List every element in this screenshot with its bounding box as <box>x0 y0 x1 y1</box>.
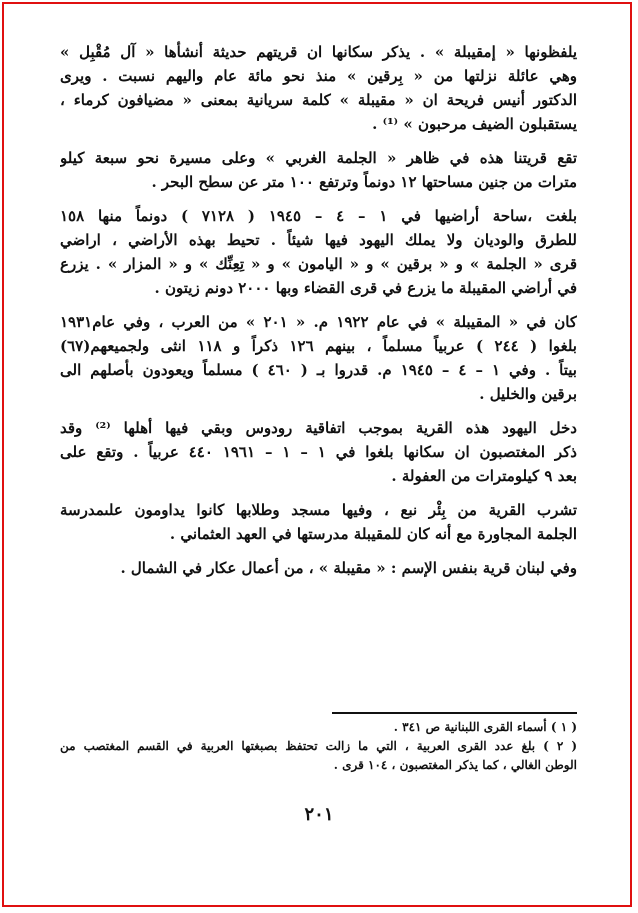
footnotes <box>60 718 577 775</box>
text-line: كان في « المقيبلة » في عام ١٩٢٢ م. « ٢٠١ » من العرب ، وفي عام١٩٣١ <box>60 313 577 331</box>
text-line: برقين والخليل . <box>479 385 577 403</box>
text-line: تقع قريتنا هذه في ظاهر « الجلمة الغربي » وعلى مسيرة نحو سبعة كيلو <box>60 149 577 167</box>
footnote-2: ( ٢ ) بلغ عدد القرى العربية ، التي ما زالت تحتفظ بصبغتها العربية في القسم المغتصب من <box>60 739 577 753</box>
paragraph-4 <box>60 310 577 406</box>
page-number: ٢٠١ <box>304 804 334 825</box>
paragraph-6 <box>60 498 577 546</box>
text-line: يلفظونها « إمقيبلة » . يذكر سكانها ان قريتهم حديثة أنشأها « آل مُقْبِل » <box>60 43 577 61</box>
text-line: دخل اليهود هذه القرية بموجب اتفاقية رودوس وبقي فيها أهلها ⁽²⁾ وقد <box>60 419 577 437</box>
paragraph-5 <box>60 416 577 488</box>
footnote-2-continued: الوطن الغالي ، كما يذكر المغتصبون ، ١٠٤ قرى . <box>333 758 577 772</box>
text-line: يستقبلون الضيف مرحبون » ⁽¹⁾ . <box>372 115 577 133</box>
paragraph-2 <box>60 146 577 194</box>
text-line: مترات من جنين مساحتها ١٢ دونماً وترتفع ١٠٠ متر عن سطح البحر . <box>151 173 577 191</box>
text-line: ذكر المغتصبون ان سكانها بلغوا في ١ – ١ – ١٩٦١ ٤٤٠ عربياً . وتقع على <box>60 443 577 461</box>
text-line: وفي لبنان قرية بنفس الإسم : « مقيبلة » ، من أعمال عكار في الشمال . <box>120 559 577 577</box>
text-line: في أراضي المقيبلة ما يزرع في قرى القضاء وبها ٢٠٠٠ دونم زيتون . <box>154 279 577 297</box>
text-line: بلغت ،ساحة أراضيها في ١ – ٤ – ١٩٤٥ ( ٧١٢٨ ) دونماً منها ١٥٨ <box>60 207 577 225</box>
text-line: تشرب القرية من بِئْر نبع ، وفيها مسجد وطلابها كانوا يداومون علىمدرسة <box>60 501 577 519</box>
paragraph-1 <box>60 40 577 136</box>
text-line: وهي عائلة نزلتها من « بِرقين » منذ نحو مائة عام واليهم نسبت . ويرى <box>60 67 577 85</box>
text-line: بلغوا ( ٢٤٤ ) عربياً مسلماً ، بينهم ١٢٦ ذكراً و ١١٨ انثى ولجميعهم(٦٧) <box>60 337 577 355</box>
text-line: قرى « الجلمة » و « برقين » و « اليامون » و « تِعِنِّك » و « المزار » . يزرع <box>60 255 577 273</box>
text-line: للطرق والوديان ولا يملك اليهود فيها شيئاً . تحيط بهذه الأراضي ، اراضي <box>60 231 577 249</box>
page-body <box>60 40 577 580</box>
text-line: الدكتور أنيس فريحة ان « مقيبلة » كلمة سريانية بمعنى « مضيافون كرماء ، <box>60 91 577 109</box>
paragraph-3 <box>60 204 577 300</box>
text-line: بيتاً . وفي ١ – ٤ – ١٩٤٥ م. قدروا بـ ( ٤٦٠ ) مسلماً ويعودون بأصلهم الى <box>60 361 577 379</box>
footnote-divider <box>332 712 577 714</box>
text-line: الجلمة المجاورة مع أنه كان للمقيبلة مدرستها في العهد العثماني . <box>169 525 577 543</box>
text-line: بعد ٩ كيلومترات من العفولة . <box>391 467 577 485</box>
paragraph-7 <box>60 556 577 580</box>
footnote-1: ( ١ ) أسماء القرى اللبنانية ص ٣٤١ . <box>393 720 577 734</box>
